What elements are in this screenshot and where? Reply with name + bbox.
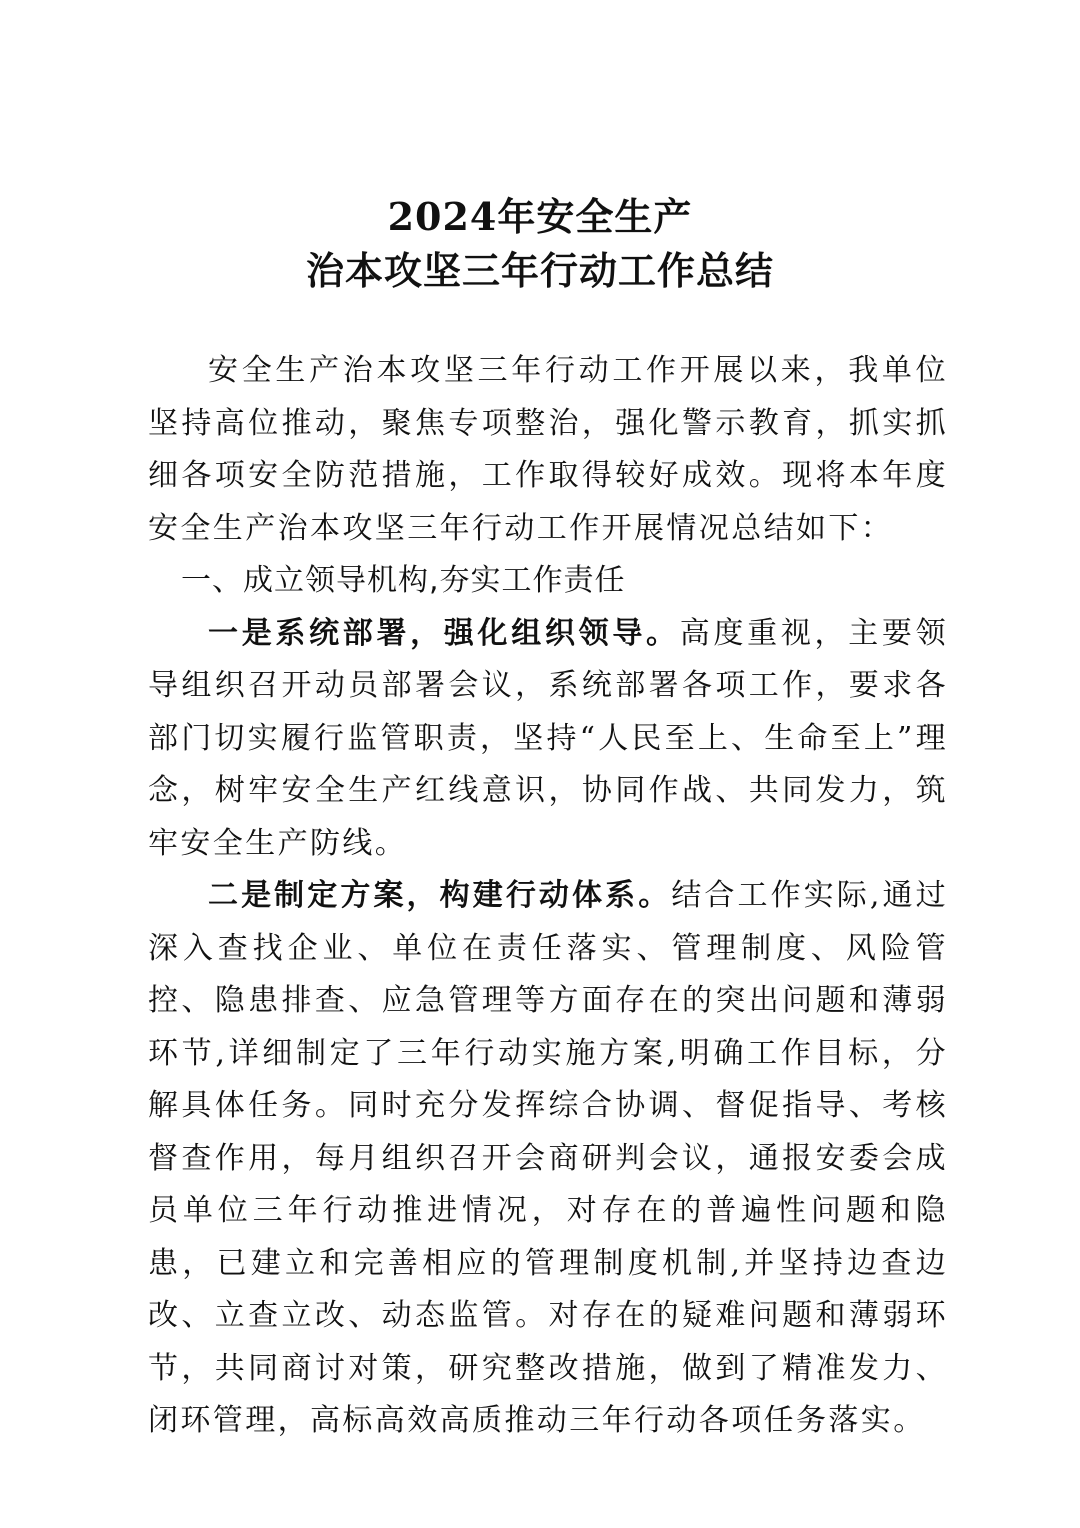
paragraph-2: [148, 870, 948, 1448]
document-title-line2: 治本攻坚三年行动工作总结: [305, 248, 774, 293]
section1-heading: 一、成立领导机构,夯实工作责任: [181, 563, 626, 598]
intro-paragraph: 安全生产治本攻坚三年行动工作开展以来，我单位坚持高位推动，聚焦专项整治，强化警示教育，抓实抓细各项安全防范措施，工作取得较好成效。现将本年度安全生产治本攻坚三年行动工作开展情况总结如下：: [148, 353, 948, 546]
document-body: [148, 345, 948, 1448]
paragraph-2-body: 结合工作实际,通过深入查找企业、单位在责任落实、管理制度、风险管控、隐患排查、应急管理等方面存在的突出问题和薄弱环节,详细制定了三年行动实施方案,明确工作目标，分解具体任务。同时充分发挥综合协调、督促指导、考核督查作用，每月组织召开会商研判会议，通报安委会成员单位三年行动推进情况，对存在的普遍性问题和隐患，已建立和完善相应的管理制度机制,并坚持边查边改、立查立改、动态监管。对存在的疑难问题和薄弱环节，共同商讨对策，研究整改措施，做到了精准发力、闭环管理，高标高效高质推动三年行动各项任务落实。: [148, 878, 948, 1438]
paragraph-1: [148, 608, 948, 871]
document-title-line1: 2024年安全生产: [387, 194, 693, 239]
paragraph-2-lead: 二是制定方案，构建行动体系。: [208, 878, 672, 913]
paragraph-1-lead: 一是系统部署，强化组织领导。: [208, 615, 680, 651]
paragraph-1-body: 高度重视，主要领导组织召开动员部署会议，系统部署各项工作，要求各部门切实履行监管职责，坚持“人民至上、生命至上”理念，树牢安全生产红线意识，协同作战、共同发力，筑牢安全生产防线。: [148, 615, 948, 861]
